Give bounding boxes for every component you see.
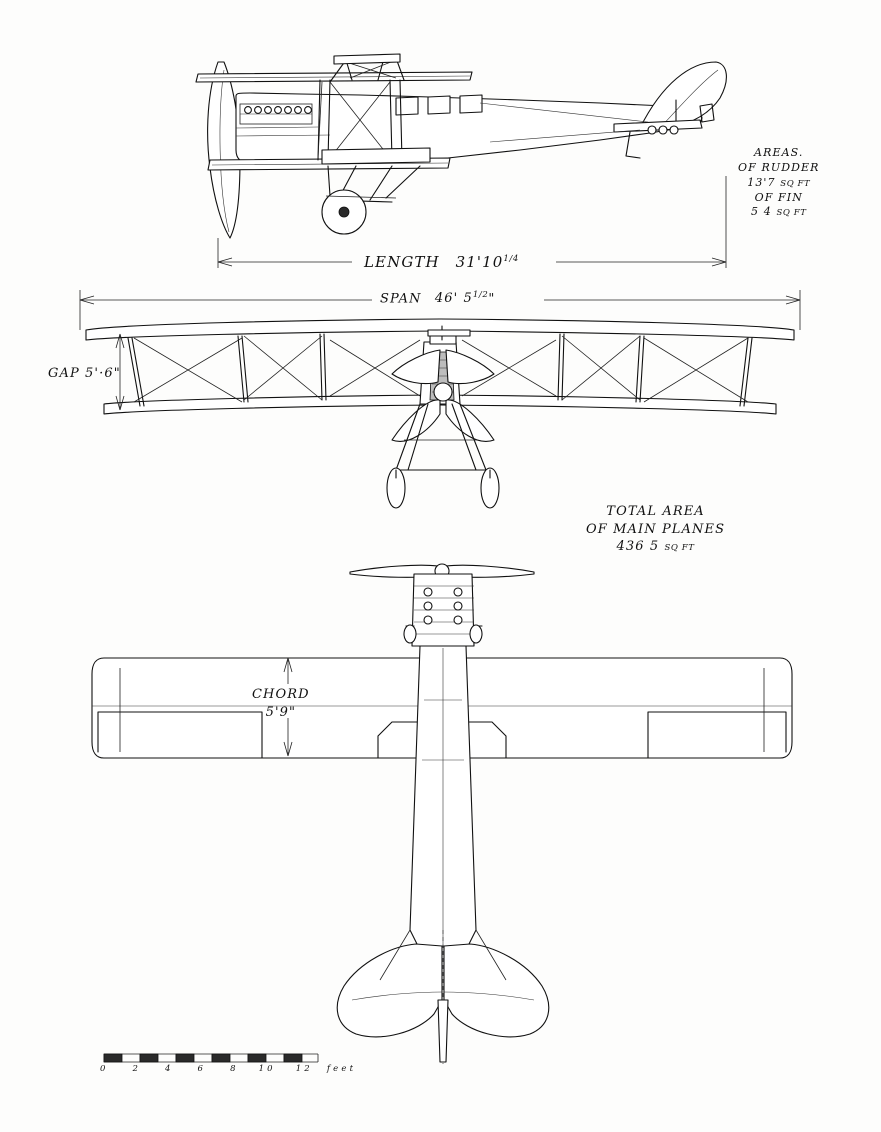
scale-tick-4: 4: [165, 1064, 174, 1074]
side-elevation-view: [196, 54, 726, 268]
areas-fin-label: OF FIN: [754, 190, 803, 204]
undercarriage-front: [387, 404, 499, 508]
span-unit: ": [488, 291, 496, 307]
scale-tick-labels: [100, 1064, 356, 1075]
length-value: 31'10: [455, 253, 504, 271]
areas-title: AREAS.: [754, 146, 804, 159]
scale-tick-2: 2: [132, 1064, 142, 1074]
chord-label: CHORD: [252, 687, 310, 702]
span-value: 46' 5: [434, 291, 473, 307]
areas-annotation: [738, 146, 820, 220]
areas-rudder-unit: SQ FT: [780, 178, 811, 189]
areas-rudder-value: 13'7 SQ FT: [747, 175, 811, 189]
length-fraction: 1/4: [503, 254, 519, 264]
chord-annotation: [252, 686, 310, 721]
cockpit-openings: [396, 95, 482, 115]
engine-plan: [404, 574, 482, 646]
undercarriage-side: [322, 166, 420, 234]
chord-value: 5'9": [265, 704, 297, 720]
propeller-side: [208, 62, 240, 238]
scale-bar-graphic: [104, 1054, 318, 1062]
areas-rudder-label: OF RUDDER: [738, 160, 820, 174]
scale-unit-label: feet: [326, 1064, 357, 1074]
gap-label: GAP 5'·6": [48, 366, 121, 381]
scale-tick-10: 10: [258, 1064, 276, 1074]
length-label: LENGTH $31'10^{1/4}$: [364, 253, 519, 271]
areas-fin-unit: SQ FT: [776, 208, 807, 219]
total-area-value: 436 5 SQ FT: [616, 539, 695, 555]
span-label: SPAN 46' $5^{1/2}$": [380, 290, 496, 307]
scale-tick-0: 0: [100, 1064, 109, 1074]
plan-view: [92, 564, 792, 1064]
total-area-annotation: [586, 503, 725, 556]
span-fraction: 1/2: [472, 290, 489, 300]
total-area-line2: OF MAIN PLANES: [586, 521, 726, 537]
scale-tick-12: 12: [295, 1064, 313, 1074]
total-area-unit: SQ FT: [664, 543, 695, 554]
scale-tick-8: 8: [230, 1064, 239, 1074]
areas-fin-value: 5 4 SQ FT: [751, 205, 807, 219]
total-area-line1: TOTAL AREA: [606, 504, 705, 519]
scale-tick-6: 6: [197, 1064, 207, 1074]
front-elevation-view: [80, 290, 800, 508]
